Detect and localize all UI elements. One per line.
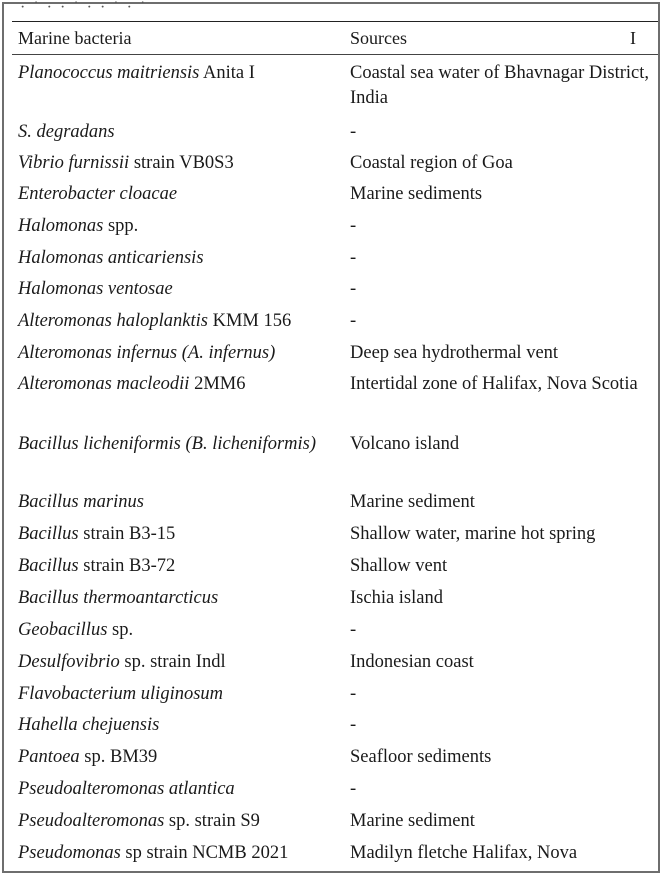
source-cell: - <box>350 684 357 704</box>
bacteria-name-italic: Pseudoalteromonas <box>18 811 165 831</box>
bacteria-name-suffix: strain B3-15 <box>78 524 176 544</box>
source-cell: Shallow vent <box>350 556 448 576</box>
bacteria-name-italic: Halomonas ventosae <box>18 279 173 299</box>
bacteria-cell <box>18 372 338 397</box>
bacteria-cell <box>18 214 338 239</box>
bacteria-cell <box>18 554 338 579</box>
bacteria-name-suffix: Anita I <box>199 63 255 83</box>
bacteria-name-italic: Pseudomonas <box>18 843 121 863</box>
bacteria-name-suffix: KMM 156 <box>207 311 292 331</box>
bacteria-cell <box>18 151 338 176</box>
bacteria-cell <box>18 61 338 86</box>
bacteria-name-italic: Pantoea <box>18 747 80 767</box>
header-marine-bacteria: Marine bacteria <box>18 28 132 48</box>
bacteria-name-suffix: 2MM6 <box>189 374 246 394</box>
bacteria-cell <box>18 777 338 802</box>
bacteria-cell <box>18 618 338 643</box>
bacteria-name-italic: Bacillus <box>18 556 79 576</box>
bacteria-cell <box>18 713 338 738</box>
source-cell: - <box>350 620 357 640</box>
source-cell: Coastal region of Goa <box>350 153 513 173</box>
source-cell: Ischia island <box>350 588 443 608</box>
bacteria-name-italic: Halomonas anticariensis <box>18 248 204 268</box>
bacteria-name-italic: Planococcus maitriensis <box>18 63 200 83</box>
bacteria-name-italic: Enterobacter cloacae <box>18 184 178 204</box>
bacteria-name-suffix: sp. strain S9 <box>164 811 260 831</box>
bacteria-name-suffix: sp. <box>107 620 134 640</box>
bacteria-cell <box>18 745 338 770</box>
bacteria-cell <box>18 490 338 515</box>
source-cell: Madilyn fletche Halifax, Nova <box>350 843 578 863</box>
bacteria-name-suffix: strain B3-72 <box>78 556 176 576</box>
bacteria-name-italic: Alteromonas haloplanktis <box>18 311 208 331</box>
header-clipped-column: I <box>630 28 636 48</box>
source-cell: Volcano island <box>350 434 460 454</box>
source-cell: Deep sea hydrothermal vent <box>350 343 559 363</box>
bacteria-cell <box>18 650 338 675</box>
bacteria-cell <box>18 182 338 207</box>
source-cell: - <box>350 715 357 735</box>
bacteria-name-suffix: sp. BM39 <box>79 747 158 767</box>
bacteria-cell <box>18 682 338 707</box>
bacteria-cell <box>18 246 338 271</box>
bacteria-cell <box>18 432 338 457</box>
source-cell: Marine sediment <box>350 811 475 831</box>
source-cell: Shallow water, marine hot spring <box>350 524 596 544</box>
bacteria-name-italic: Vibrio furnissii <box>18 153 130 173</box>
bacteria-name-italic: Alteromonas macleodii <box>18 374 190 394</box>
bacteria-cell <box>18 841 338 866</box>
bacteria-name-italic: Bacillus licheniformis (B. licheniformis) <box>18 434 317 454</box>
bacteria-name-italic: Pseudoalteromonas atlantica <box>18 779 235 799</box>
bacteria-cell <box>18 522 338 547</box>
header-rule <box>12 54 658 55</box>
bacteria-name-italic: Desulfovibrio <box>18 652 120 672</box>
table-frame <box>2 2 660 873</box>
header-sources: Sources <box>350 28 407 48</box>
bacteria-name-suffix: sp. strain Indl <box>119 652 226 672</box>
source-cell: Seafloor sediments <box>350 747 492 767</box>
bacteria-name-suffix: strain VB0S3 <box>129 153 234 173</box>
top-rule <box>12 21 658 22</box>
bacteria-name-italic: Bacillus thermoantarcticus <box>18 588 219 608</box>
bacteria-cell <box>18 586 338 611</box>
source-cell: - <box>350 279 357 299</box>
source-cell: Indonesian coast <box>350 652 474 672</box>
source-cell: - <box>350 216 357 236</box>
bacteria-name-italic: Flavobacterium uliginosum <box>18 684 224 704</box>
bacteria-cell <box>18 277 338 302</box>
bacteria-name-italic: Bacillus <box>18 524 79 544</box>
bacteria-name-italic: Bacillus marinus <box>18 492 144 512</box>
bacteria-name-italic: Geobacillus <box>18 620 108 640</box>
source-cell: Intertidal zone of Halifax, Nova Scotia <box>350 374 638 394</box>
source-cell: - <box>350 311 357 331</box>
bacteria-name-italic: Hahella chejuensis <box>18 715 160 735</box>
bacteria-cell <box>18 809 338 834</box>
source-cell: - <box>350 248 357 268</box>
source-cell: Marine sediment <box>350 492 475 512</box>
source-cell: - <box>350 779 357 799</box>
bacteria-name-suffix: sp strain NCMB 2021 <box>120 843 289 863</box>
bacteria-name-italic: Halomonas <box>18 216 104 236</box>
bacteria-name-italic: Alteromonas infernus (A. infernus) <box>18 343 276 363</box>
bacteria-name-suffix: spp. <box>103 216 139 236</box>
bacteria-name-italic: S. degradans <box>18 122 115 142</box>
bacteria-cell <box>18 341 338 366</box>
bacteria-cell <box>18 120 338 145</box>
source-cell: Marine sediments <box>350 184 483 204</box>
clipped-top-text: · ˙ · · ˙ · · ˙ · ˙ <box>20 0 148 16</box>
bacteria-cell <box>18 309 338 334</box>
source-cell: Coastal sea water of Bhavnagar District, India <box>350 63 649 108</box>
source-cell: - <box>350 122 357 142</box>
